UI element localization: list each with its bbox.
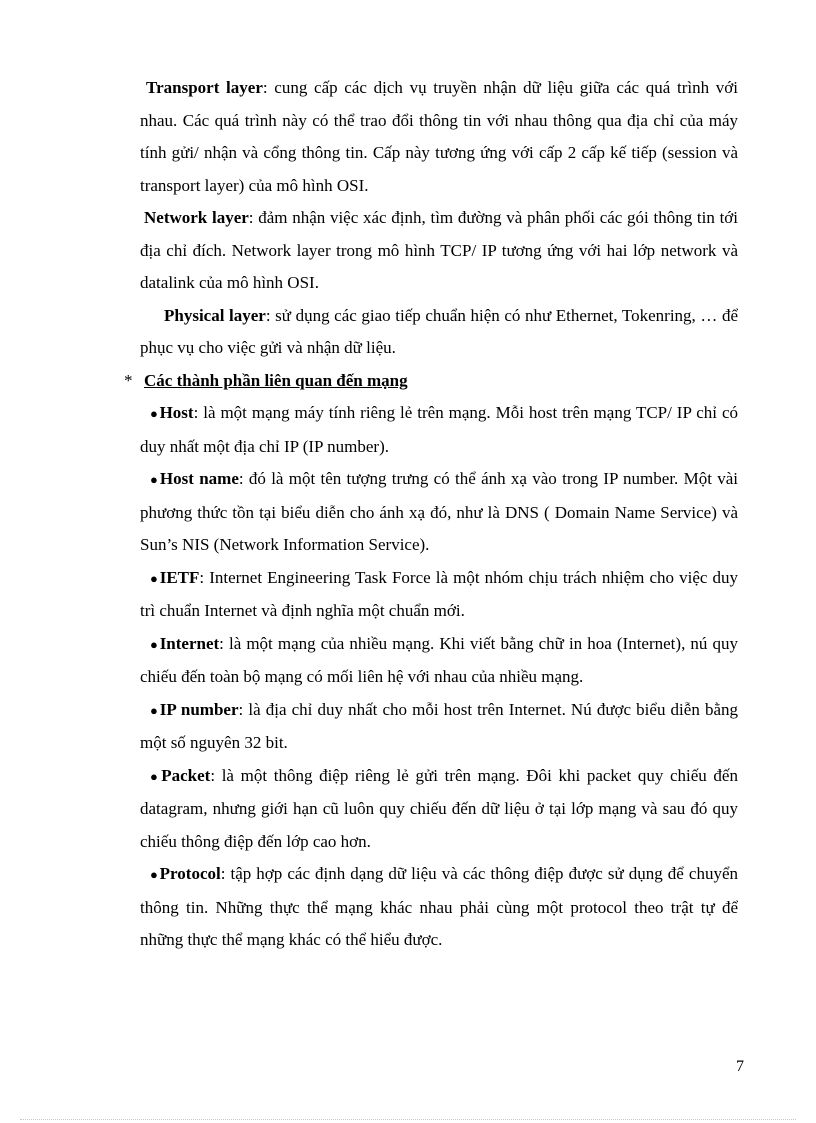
item-text: : Internet Engineering Task Force là một nhóm chịu trách nhiệm cho việc duy trì chuẩn Internet và định nghĩa một chuẩn mới. bbox=[140, 567, 738, 620]
item-text: : là một thông điệp riêng lẻ gửi trên mạng. Đôi khi packet quy chiếu đến datagram, nhưng giới hạn cũ luôn quy chiếu đến dữ liệu ở tại lớp mạng và sau đó quy chiếu thông điệp đến lớp cao hơn. bbox=[140, 765, 738, 851]
item-term: Internet bbox=[159, 633, 220, 653]
item-term: Packet bbox=[161, 765, 211, 785]
item-text: : là một mạng máy tính riêng lẻ trên mạng. Mỗi host trên mạng TCP/ IP chỉ có duy nhất một địa chỉ IP (IP number). bbox=[140, 403, 738, 456]
section-heading bbox=[124, 365, 722, 398]
list-item-host-name bbox=[140, 463, 738, 562]
list-item-packet bbox=[140, 760, 738, 859]
document-body bbox=[124, 72, 739, 957]
item-term: Protocol bbox=[159, 864, 221, 883]
list-item-internet bbox=[140, 628, 738, 694]
bullet-icon: ● bbox=[150, 867, 159, 882]
item-text: : tập hợp các định dạng dữ liệu và các thông điệp được sử dụng để chuyển thông tin. Những thực thể mạng khác nhau phải cùng một protocol theo trật tự để những thực thể mạng khác có thể hiểu được. bbox=[140, 864, 738, 949]
page-bottom-divider bbox=[20, 1119, 796, 1120]
list-item-ip-number bbox=[140, 694, 738, 760]
item-text: : là một mạng của nhiều mạng. Khi viết bằng chữ in hoa (Internet), nú quy chiếu đến toàn bộ mạng có mối liên hệ với nhau của nhiều mạng. bbox=[140, 633, 738, 686]
bullet-icon: ● bbox=[150, 472, 159, 487]
list-item-ietf bbox=[140, 562, 738, 628]
list-item-protocol bbox=[140, 858, 738, 957]
bullet-icon: ● bbox=[150, 406, 159, 421]
bullet-icon: ● bbox=[150, 702, 159, 718]
item-term: Host name bbox=[159, 469, 239, 488]
network-layer-text: : đảm nhận việc xác định, tìm đường và phân phối các gói thông tin tới địa chỉ đích. Network layer trong mô hình TCP/ IP tương ứng với hai lớp network và datalink của mô hình OSI. bbox=[140, 208, 738, 292]
bullet-icon: ● bbox=[150, 636, 159, 652]
physical-layer-paragraph bbox=[140, 300, 738, 365]
network-layer-term: Network layer bbox=[144, 208, 249, 227]
item-term: IP number bbox=[159, 699, 239, 719]
list-item-host bbox=[140, 397, 738, 463]
network-layer-paragraph bbox=[140, 202, 738, 300]
transport-layer-term: Transport layer bbox=[146, 78, 263, 97]
transport-layer-paragraph bbox=[140, 72, 738, 202]
item-term: IETF bbox=[159, 567, 200, 587]
bullet-icon: ● bbox=[150, 570, 159, 586]
page-number: 7 bbox=[736, 1058, 744, 1075]
transport-layer-text: : cung cấp các dịch vụ truyền nhận dữ liệu giữa các quá trình với nhau. Các quá trình này có thể trao đổi thông tin với nhau thông qua địa chỉ của máy tính gửi/ nhận và cổng thông tin. Cấp này tương ứng với cấp 2 cấp kế tiếp (session và transport layer) của mô hình OSI. bbox=[140, 78, 739, 195]
item-term: Host bbox=[159, 403, 194, 422]
physical-layer-text: : sử dụng các giao tiếp chuẩn hiện có như Ethernet, Tokenring, … để phục vụ cho việc gửi và nhận dữ liệu. bbox=[140, 305, 739, 357]
physical-layer-term: Physical layer bbox=[164, 305, 266, 325]
item-text: : là địa chỉ duy nhất cho mỗi host trên Internet. Nú được biểu diễn bằng một số nguyên 32 bit. bbox=[140, 699, 738, 752]
section-title: Các thành phần liên quan đến mạng bbox=[144, 370, 408, 390]
bullet-icon: ● bbox=[150, 768, 161, 784]
item-text: : đó là một tên tượng trưng có thể ánh xạ vào trong IP number. Một vài phương thức tồn tại biểu diễn cho ánh xạ đó, như là DNS ( Domain Name Service) và Sun’s NIS (Network Information Service). bbox=[140, 469, 738, 554]
section-marker: * bbox=[124, 370, 133, 390]
